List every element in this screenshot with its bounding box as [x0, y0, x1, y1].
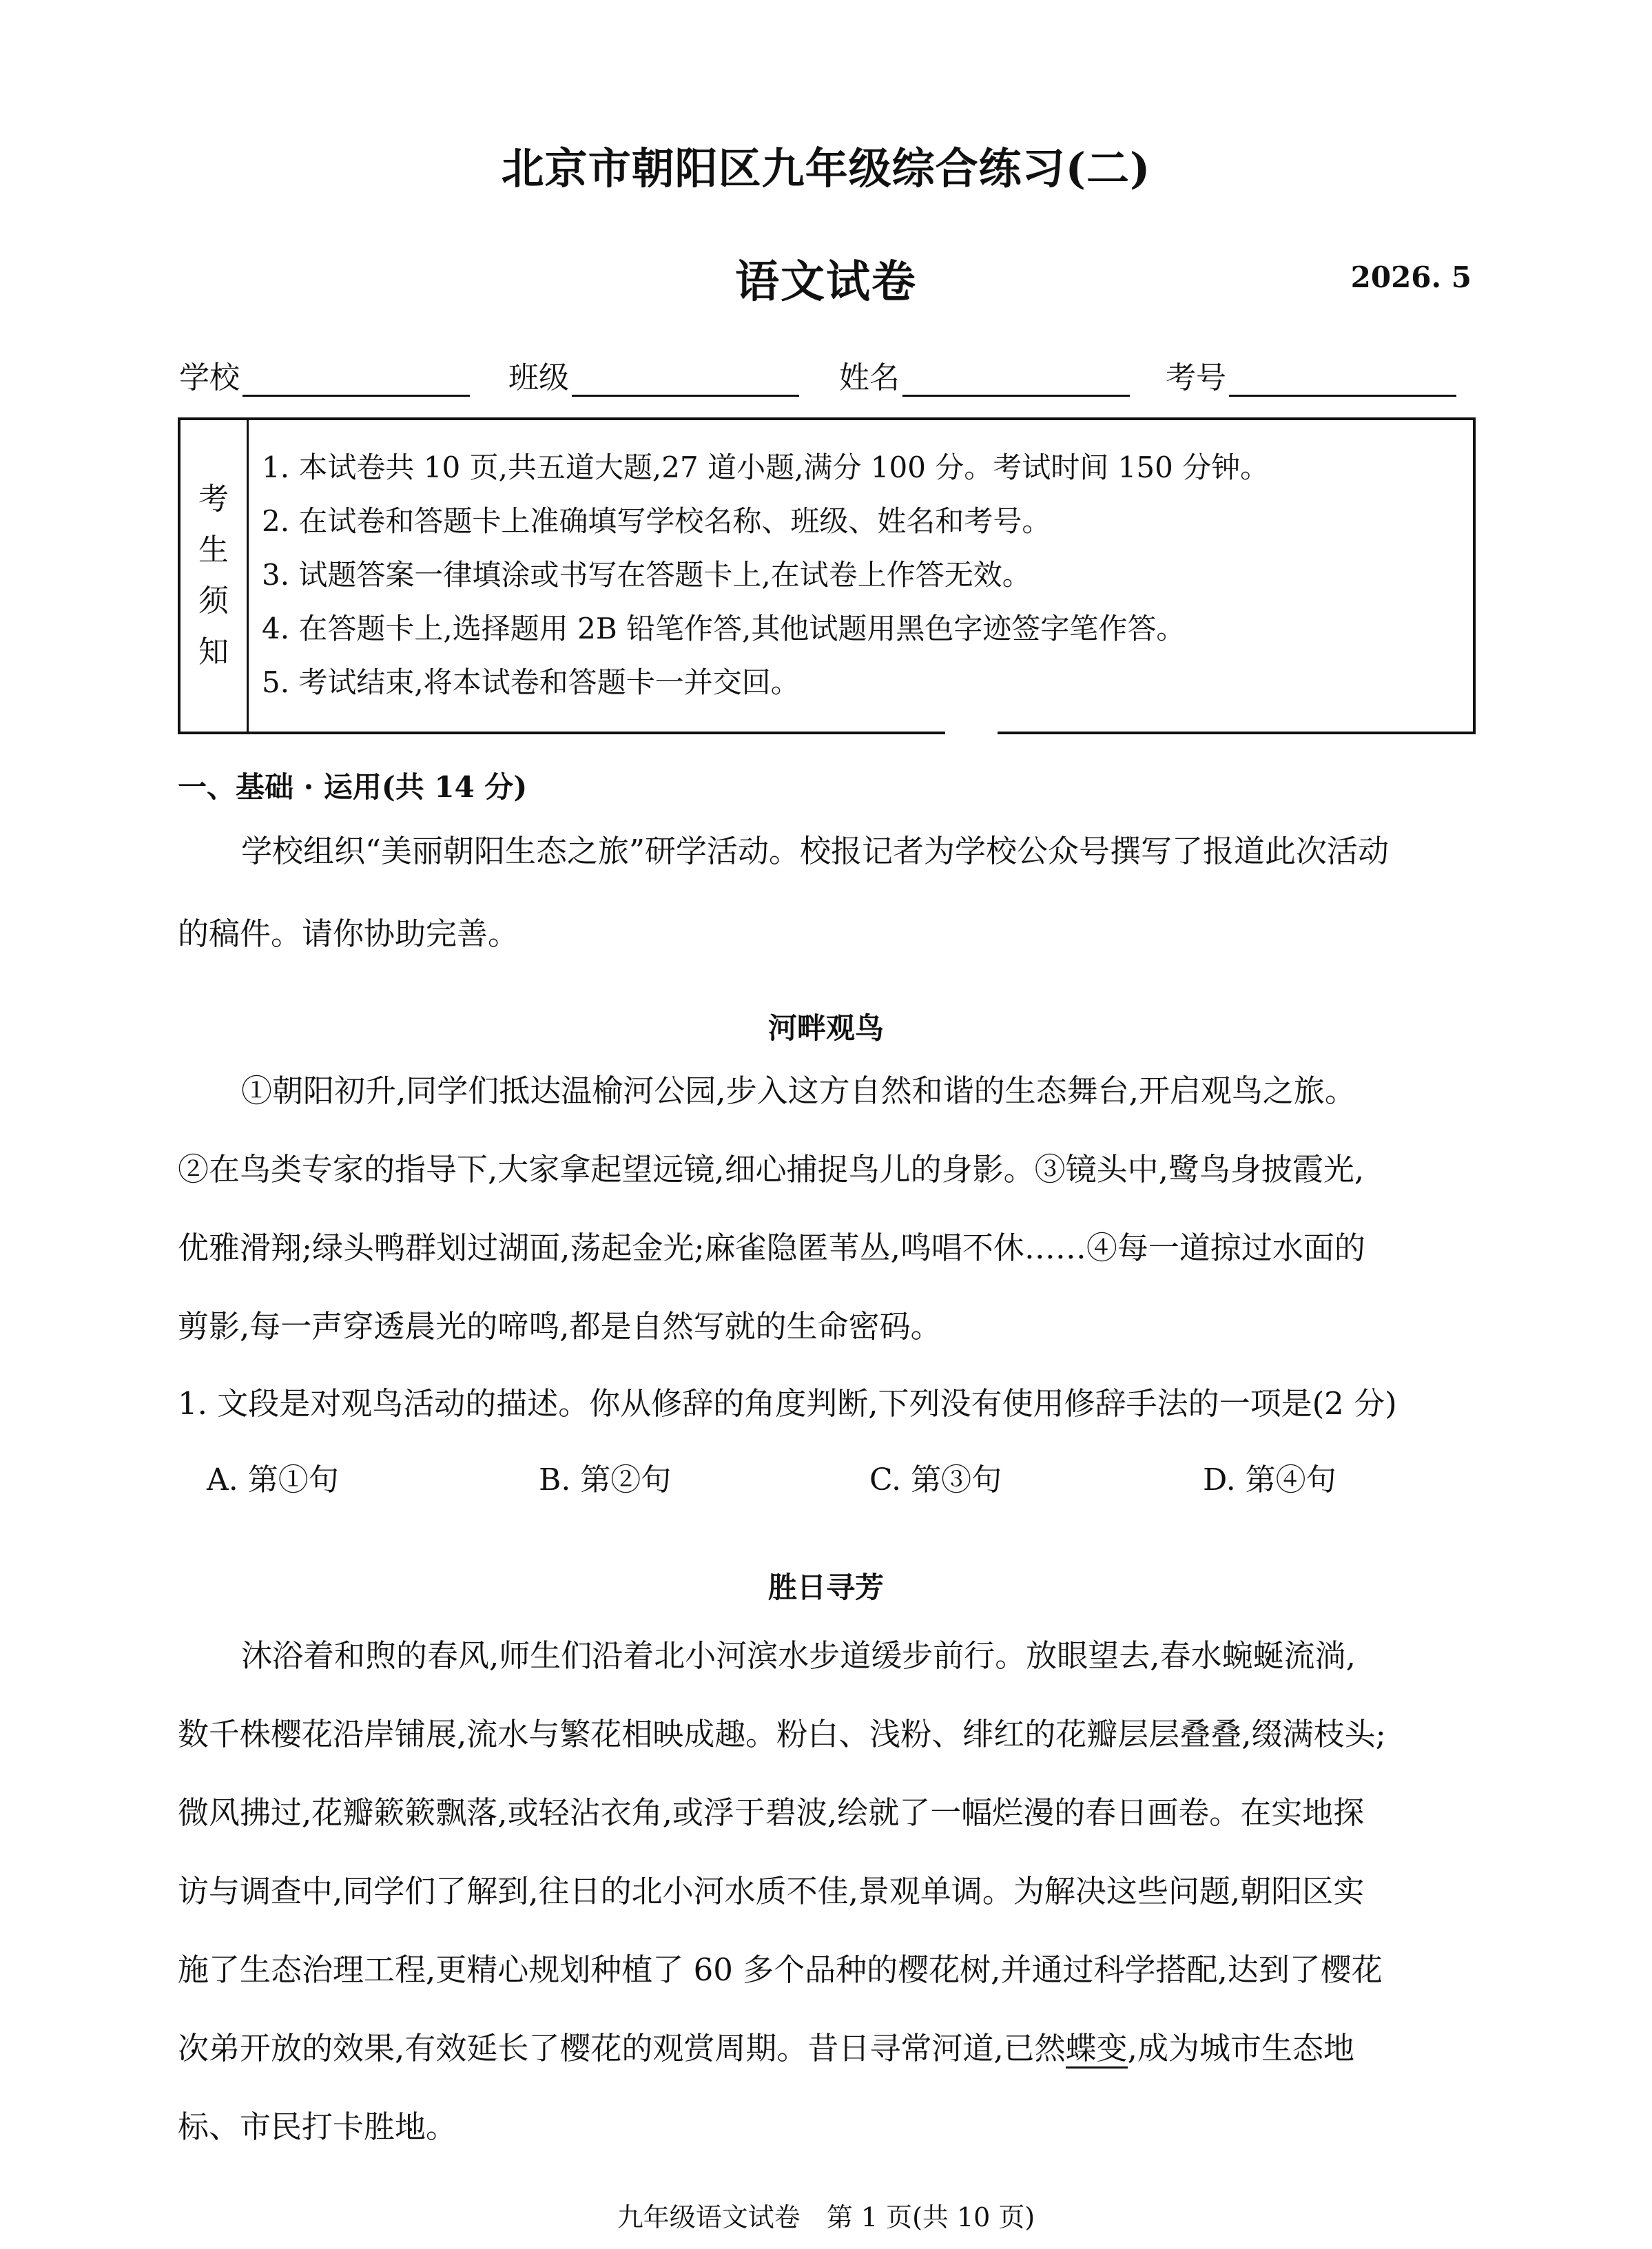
option-a[interactable]: A. 第①句: [207, 1462, 339, 1497]
underlined-word: 蝶变: [1066, 2030, 1128, 2069]
part1-line: 优雅滑翔;绿头鸭群划过湖面,荡起金光;麻雀隐匿苇丛,鸣唱不休……④每一道掠过水面的: [178, 1230, 1365, 1266]
option-c[interactable]: C. 第③句: [869, 1462, 1002, 1497]
name-label: 姓名: [839, 360, 900, 395]
option-d[interactable]: D. 第④句: [1203, 1462, 1336, 1497]
exam-number-label: 考号: [1166, 360, 1226, 395]
part1-title: 河畔观鸟: [767, 1011, 884, 1045]
notice-item: 3. 试题答案一律填涂或书写在答题卡上,在试卷上作答无效。: [262, 558, 1031, 592]
exam-number-field[interactable]: [1166, 353, 1456, 397]
exam-date: 2026. 5: [1350, 260, 1472, 294]
name-field[interactable]: [839, 353, 1130, 397]
part1-line: ②在鸟类专家的指导下,大家拿起望远镜,细心捕捉鸟儿的身影。③镜头中,鹭鸟身披霞光,: [178, 1151, 1365, 1188]
exam-notice-box: [178, 417, 1476, 734]
part2-line: 访与调查中,同学们了解到,往日的北小河水质不佳,景观单调。为解决这些问题,朝阳区实: [178, 1873, 1365, 1909]
exam-subtitle: 语文试卷: [735, 256, 917, 308]
part1-line: ①朝阳初升,同学们抵达温榆河公园,步入这方自然和谐的生态舞台,开启观鸟之旅。: [241, 1072, 1356, 1109]
school-label: 学校: [179, 360, 240, 395]
class-label: 班级: [508, 360, 569, 395]
school-field[interactable]: [179, 353, 470, 397]
part2-line: 次 •弟 •开放的效果,有效延长了樱花的观赏周期。昔日寻常河道,已然蝶变,成为城市生态地: [178, 2015, 1354, 2081]
notice-items: [262, 441, 1269, 709]
part2-line: 标、市民打卡胜 •地 •。: [178, 2094, 457, 2159]
notice-item: 5. 考试结束,将本试卷和答题卡一并交回。: [262, 665, 800, 699]
notice-label: 考 生 须 知: [180, 420, 249, 732]
student-info-fields: [179, 353, 1474, 401]
part2-line: 微风拂过,花瓣簌簌飘落,或轻沾衣角,或浮于碧波,绘就了一幅烂 •漫 •的春日画卷。在实地探: [178, 1780, 1364, 1845]
name-blank[interactable]: [902, 362, 1130, 397]
notice-item: 1. 本试卷共 10 页,共五道大题,27 道小题,满分 100 分。考试时间 150 分钟。: [262, 450, 1270, 484]
page-footer: 九年级语文试卷 第 1 页(共 10 页): [617, 2202, 1035, 2232]
part2-line: 数千株樱花沿岸铺展,流水与繁花相映成趣。粉白、浅粉、绯红的花瓣层层叠叠,缀满枝头;: [178, 1716, 1386, 1752]
school-blank[interactable]: [242, 362, 470, 397]
notice-item: 4. 在答题卡上,选择题用 2B 铅笔作答,其他试题用黑色字迹签字笔作答。: [262, 612, 1186, 645]
part1-line: 剪影,每一声穿透晨光的啼鸣,都是自然写就的生命密码。: [178, 1308, 942, 1345]
option-b[interactable]: B. 第②句: [539, 1462, 672, 1497]
page-fold-gap: [945, 730, 998, 740]
part2-title: 胜日寻芳: [767, 1571, 884, 1604]
exam-number-blank[interactable]: [1229, 362, 1456, 397]
intro-line-2: 的稿件。请你协助完善。: [178, 915, 519, 952]
part2-line: 沐浴着和煦的春风,师生们沿着北小河滨水步道缓步前行。放眼望去,春水蜿 •蜒 •流淌,: [241, 1623, 1356, 1688]
section-heading: 一、基础 · 运用(共 14 分): [178, 770, 528, 804]
notice-item: 2. 在试卷和答题卡上准确填写学校名称、班级、姓名和考号。: [262, 504, 1051, 538]
part2-line: 施了生态治理工程,更精心规划种植了 60 多个品种的樱花树,并通过科学搭配,达到了樱花: [178, 1951, 1383, 1988]
class-blank[interactable]: [572, 362, 799, 397]
exam-title: 北京市朝阳区九年级综合练习(二): [501, 143, 1151, 194]
question-1-stem: 1. 文段是对观鸟活动的描述。你从修辞的角度判断,下列没 •有 •使用修辞手法的一项是(2 分): [178, 1371, 1397, 1436]
intro-line-1: 学校组织“美丽朝阳生态之旅”研学活动。校报记者为学校公众号撰写了报道此次活动: [241, 833, 1390, 869]
class-field[interactable]: [508, 353, 799, 397]
